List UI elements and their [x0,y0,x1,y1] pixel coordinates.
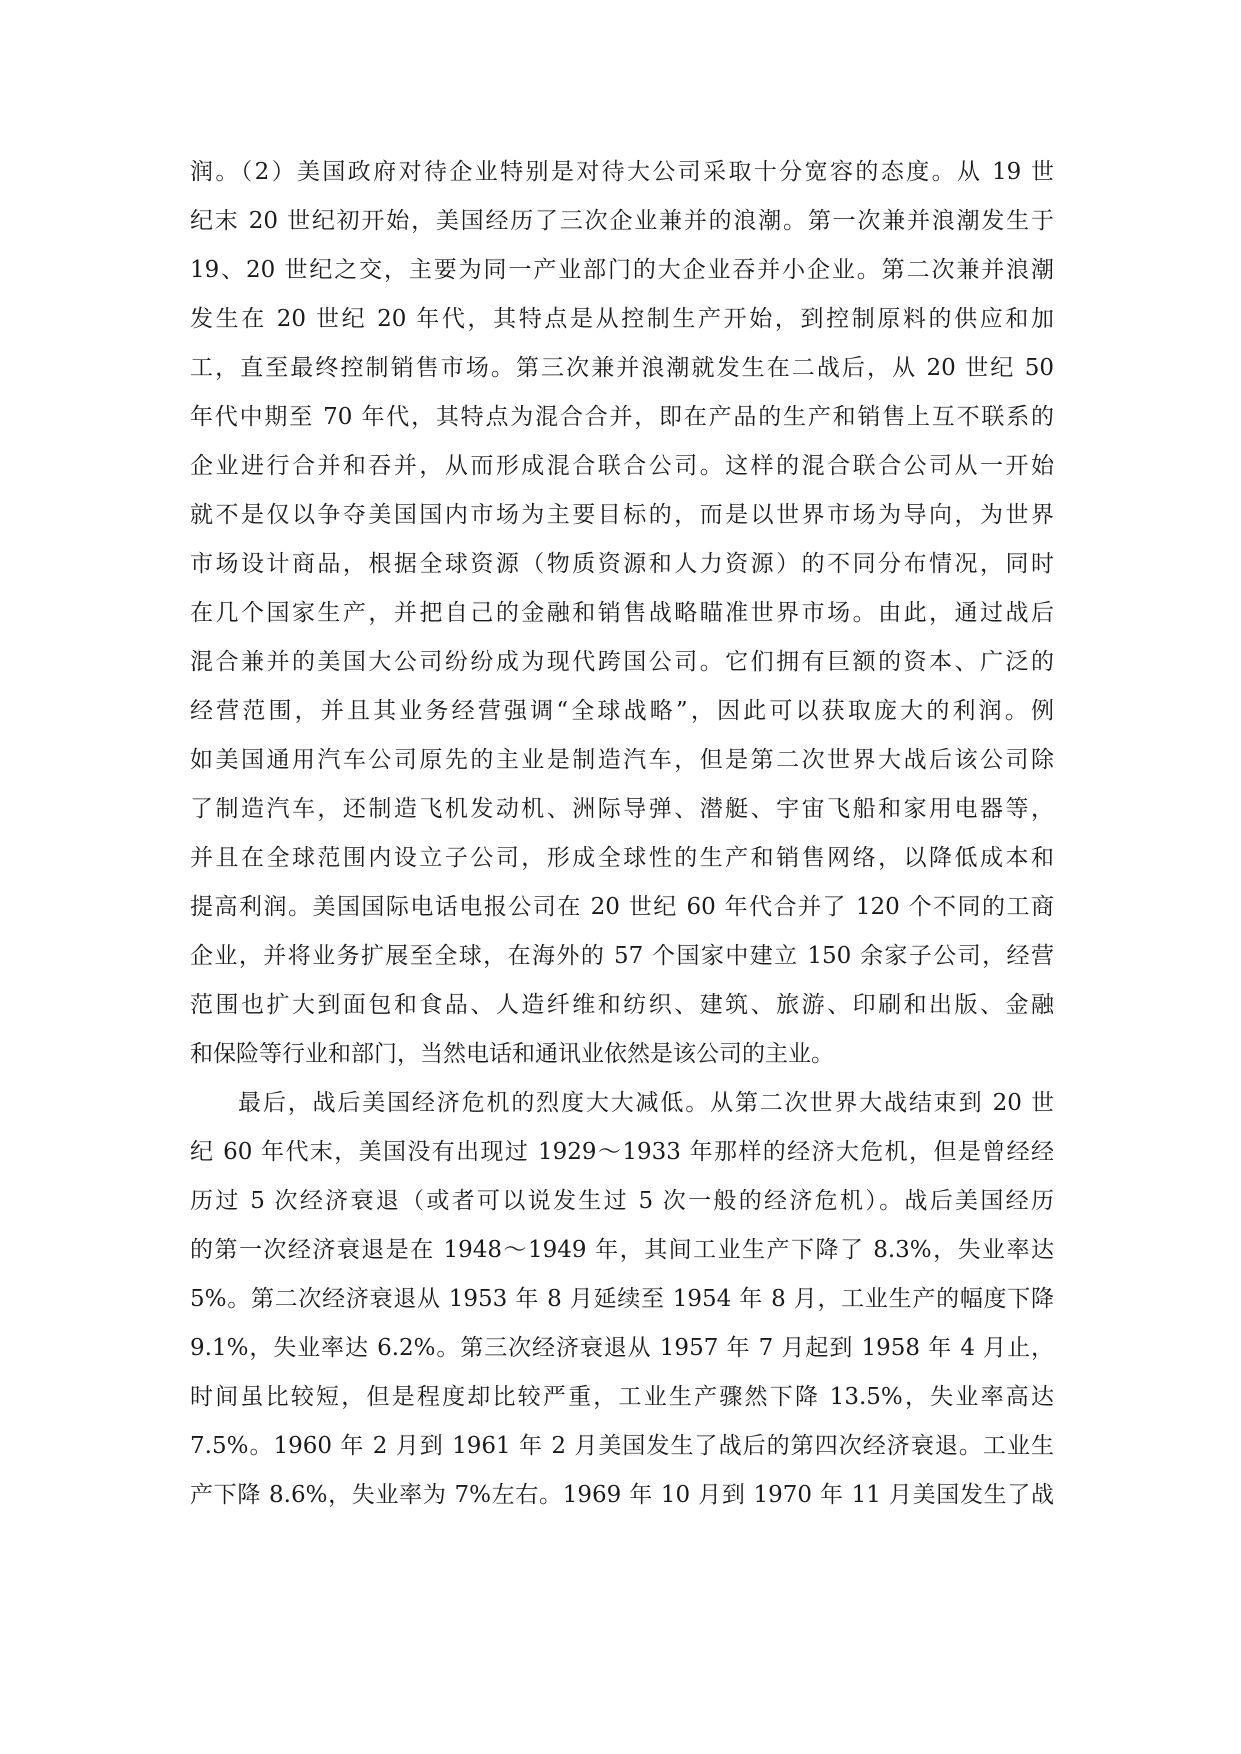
text-line: 经营范围，并且其业务经营强调“全球战略”，因此可以获取庞大的利润。例 [190,698,1054,724]
text-line: 最后，战后美国经济危机的烈度大大减低。从第二次世界大战结束到 20 世 [238,1090,1054,1116]
text-line: 工，直至最终控制销售市场。第三次兼并浪潮就发生在二战后，从 20 世纪 50 [190,355,1054,381]
text-line: 5%。第二次经济衰退从 1953 年 8 月延续至 1954 年 8 月，工业生产的幅度下降 [190,1286,1054,1312]
text-line: 企业，并将业务扩展至全球，在海外的 57 个国家中建立 150 余家子公司，经营 [190,943,1054,969]
text-line: 范围也扩大到面包和食品、人造纤维和纺织、建筑、旅游、印刷和出版、金融 [190,992,1054,1018]
text-line: 纪 60 年代末，美国没有出现过 1929～1933 年那样的经济大危机，但是曾经经 [190,1139,1054,1165]
text-line: 了制造汽车，还制造飞机发动机、洲际导弹、潜艇、宇宙飞船和家用电器等， [190,796,1054,822]
text-line: 并且在全球范围内设立子公司，形成全球性的生产和销售网络，以降低成本和 [190,845,1054,871]
text-line: 和保险等行业和部门，当然电话和通讯业依然是该公司的主业。 [190,1041,834,1067]
text-line: 历过 5 次经济衰退（或者可以说发生过 5 次一般的经济危机）。战后美国经历 [190,1188,1054,1214]
text-line: 在几个国家生产，并把自己的金融和销售战略瞄准世界市场。由此，通过战后 [190,600,1054,626]
body-text [190,148,1054,1520]
text-line: 提高利润。美国国际电话电报公司在 20 世纪 60 年代合并了 120 个不同的工商 [190,894,1054,920]
text-line: 7.5%。1960 年 2 月到 1961 年 2 月美国发生了战后的第四次经济衰退。工业生 [190,1433,1054,1459]
text-line: 年代中期至 70 年代，其特点为混合合并，即在产品的生产和销售上互不联系的 [190,404,1054,430]
text-line: 市场设计商品，根据全球资源（物质资源和人力资源）的不同分布情况，同时 [190,551,1054,577]
text-line: 企业进行合并和吞并，从而形成混合联合公司。这样的混合联合公司从一开始 [190,453,1054,479]
text-line: 19、20 世纪之交，主要为同一产业部门的大企业吞并小企业。第二次兼并浪潮 [190,257,1054,283]
text-line: 如美国通用汽车公司原先的主业是制造汽车，但是第二次世界大战后该公司除 [190,747,1054,773]
paragraph-1 [190,148,1054,1079]
paragraph-2 [190,1079,1054,1520]
text-line: 时间虽比较短，但是程度却比较严重，工业生产骤然下降 13.5%，失业率高达 [190,1384,1054,1410]
text-line: 的第一次经济衰退是在 1948～1949 年，其间工业生产下降了 8.3%，失业率达 [190,1237,1054,1263]
text-line: 纪末 20 世纪初开始，美国经历了三次企业兼并的浪潮。第一次兼并浪潮发生于 [190,208,1054,234]
text-line: 9.1%，失业率达 6.2%。第三次经济衰退从 1957 年 7 月起到 1958 年 4 月止， [190,1335,1054,1361]
text-line: 发生在 20 世纪 20 年代，其特点是从控制生产开始，到控制原料的供应和加 [190,306,1054,332]
text-line: 就不是仅以争夺美国国内市场为主要目标的，而是以世界市场为导向，为世界 [190,502,1054,528]
text-line: 润。（2）美国政府对待企业特别是对待大公司采取十分宽容的态度。从 19 世 [190,159,1054,185]
text-line: 混合兼并的美国大公司纷纷成为现代跨国公司。它们拥有巨额的资本、广泛的 [190,649,1054,675]
text-line: 产下降 8.6%，失业率为 7%左右。1969 年 10 月到 1970 年 11 月美国发生了战 [190,1482,1054,1508]
